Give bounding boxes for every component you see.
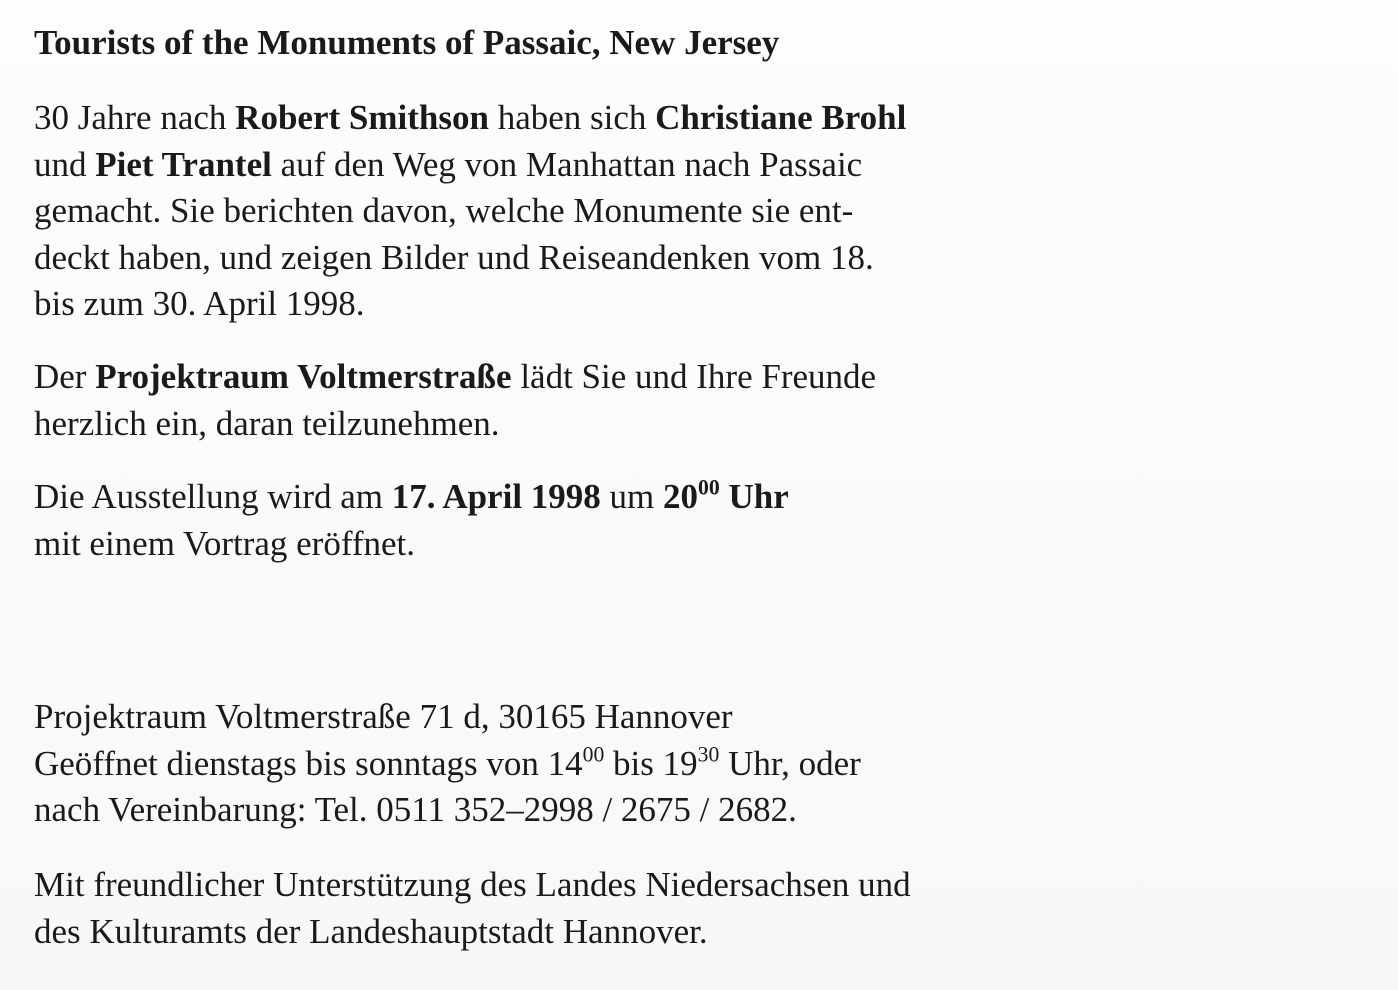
intro-paragraph	[34, 95, 906, 328]
support-line-2: des Kulturamts der Landeshauptstadt Hannover.	[34, 911, 708, 951]
hours-end-minutes: 30	[697, 742, 720, 767]
intro-line-3: gemacht. Sie berichten davon, welche Monumente sie ent-	[34, 191, 854, 231]
hours-text: Uhr, oder	[719, 743, 861, 783]
artist-name-smithson: Robert Smithson	[235, 98, 489, 137]
opening-paragraph	[34, 474, 789, 567]
opening-date: 17. April 1998	[391, 477, 601, 516]
invite-line-2: herzlich ein, daran teilzunehmen.	[34, 403, 500, 443]
intro-line-4: deckt haben, und zeigen Bilder und Reiseandenken vom 18.	[34, 237, 874, 277]
intro-line-1	[34, 95, 906, 142]
intro-text: haben sich	[488, 98, 656, 137]
intro-line-2	[34, 142, 906, 189]
intro-text: auf den Weg von Manhattan nach Passaic	[271, 144, 863, 184]
opening-hours-line	[34, 741, 861, 788]
invite-line-1	[34, 354, 876, 401]
hours-text: bis 19	[604, 743, 698, 783]
opening-line-1	[34, 474, 789, 521]
opening-line-2: mit einem Vortrag eröffnet.	[34, 523, 416, 563]
opening-text: Die Ausstellung wird am	[34, 477, 392, 516]
intro-text: 30 Jahre nach	[34, 98, 236, 137]
invite-text: Der	[34, 357, 96, 396]
opening-hour: 20	[663, 477, 699, 516]
opening-unit: Uhr	[719, 477, 789, 516]
opening-text: um	[600, 477, 664, 516]
phone-line: nach Vereinbarung: Tel. 0511 352–2998 / 2675 / 2682.	[34, 790, 797, 830]
invite-text: lädt Sie und Ihre Freunde	[511, 357, 877, 396]
artist-name-brohl: Christiane Brohl	[655, 98, 907, 137]
hours-text: Geöffnet dienstags bis sonntags von 14	[34, 743, 583, 783]
opening-time	[663, 477, 789, 516]
address-line: Projektraum Voltmerstraße 71 d, 30165 Hannover	[34, 697, 733, 736]
opening-minutes: 00	[698, 475, 720, 500]
support-paragraph	[34, 862, 911, 955]
invite-paragraph	[34, 354, 876, 447]
hours-start-minutes: 00	[582, 742, 605, 767]
artist-name-trantel: Piet Trantel	[95, 144, 272, 184]
intro-text: und	[34, 144, 96, 184]
page-title: Tourists of the Monuments of Passaic, New Jersey	[34, 23, 780, 62]
support-line-1: Mit freundlicher Unterstützung des Landes Niedersachsen und	[34, 865, 911, 904]
address-paragraph	[34, 694, 861, 834]
intro-line-5: bis zum 30. April 1998.	[34, 284, 365, 324]
venue-name: Projektraum Voltmerstraße	[95, 357, 512, 396]
